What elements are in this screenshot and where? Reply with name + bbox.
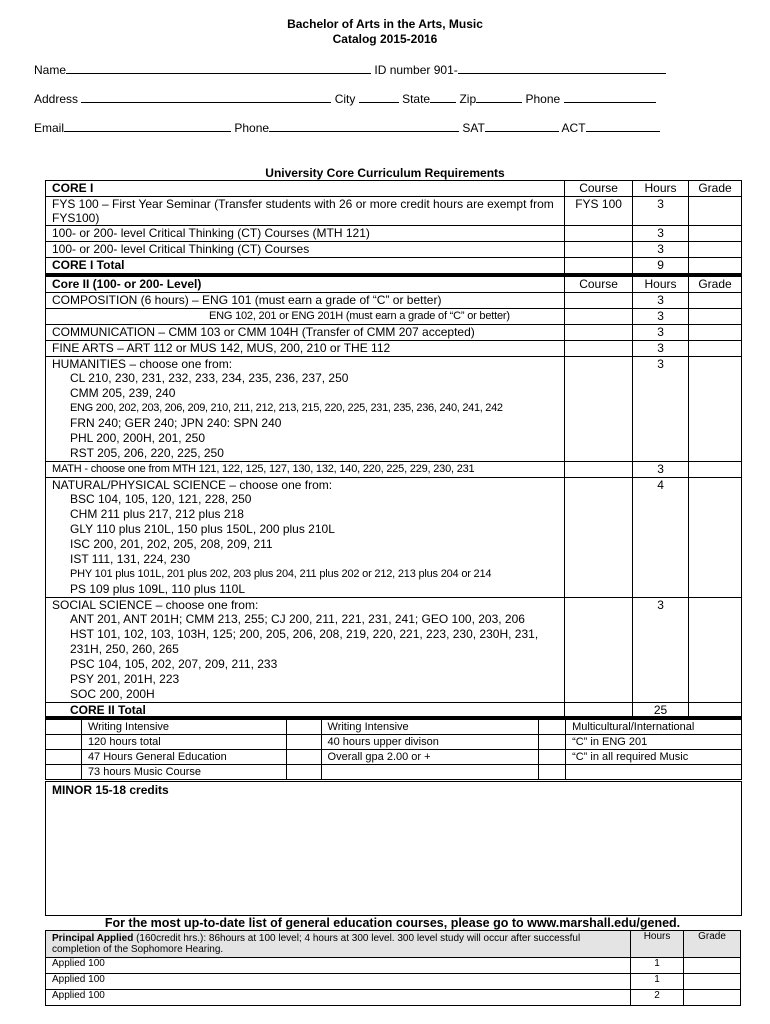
math-grade[interactable] [689,462,742,478]
req-cell: 73 hours Music Course [81,765,286,780]
req-cell: Writing Intensive [81,718,286,735]
table-row [46,765,742,780]
table-row [46,958,741,974]
list-item: IST 111, 131, 224, 230 [70,552,191,566]
social-label: SOCIAL SCIENCE – choose one from: [52,598,259,612]
table-row [46,341,742,357]
table-row [46,718,742,735]
science-cell [46,478,565,598]
address-field[interactable] [81,91,331,103]
zip-label: Zip [459,92,477,106]
finearts-hours: 3 [633,341,689,357]
ct-grade[interactable] [689,242,742,258]
applied-name: Applied 100 [46,958,631,974]
state-label: State [402,92,431,106]
catalog-year: Catalog 2015-2016 [332,32,438,46]
list-item: PSC 104, 105, 202, 207, 209, 211, 233 [70,657,278,671]
table-row [46,242,742,258]
finearts-course[interactable] [565,341,633,357]
applied-grade[interactable] [684,990,741,1006]
core1-total-row [46,258,742,276]
phone-field[interactable] [564,91,656,103]
ct-hours: 3 [633,242,689,258]
table-row [46,226,742,242]
fys-hours: 3 [633,197,689,226]
ct-mth-course[interactable] [565,226,633,242]
humanities-grade[interactable] [689,357,742,462]
math-text: MATH - choose one from MTH 121, 122, 125, 127, 130, 132, 140, 220, 225, 229, 230, 231 [46,462,565,478]
fys-course: FYS 100 [565,197,633,226]
communication-text: COMMUNICATION – CMM 103 or CMM 104H (Transfer of CMM 207 accepted) [46,325,565,341]
req-cell: Multicultural/International [566,718,742,735]
science-hours: 4 [633,478,689,598]
science-grade[interactable] [689,478,742,598]
zip-field[interactable] [476,91,522,103]
communication-hours: 3 [633,325,689,341]
list-item: PS 109 plus 109L, 110 plus 110L [70,582,246,596]
table-row [46,750,742,765]
address-line [34,91,656,106]
act-field[interactable] [586,120,660,132]
core-title: University Core Curriculum Requirements [265,166,505,180]
name-field[interactable] [66,62,371,74]
list-item: PHL 200, 200H, 201, 250 [70,431,205,445]
math-course[interactable] [565,462,633,478]
city-label: City [334,92,356,106]
list-item: HST 101, 102, 103, 103H, 125; 200, 205, 206, 208, 219, 220, 221, 223, 230, 230H, 231, [70,627,539,641]
applied-title [46,931,631,958]
table-row [46,735,742,750]
minor-label: MINOR 15-18 credits [52,783,169,797]
applied-header-row [46,931,741,958]
act-label: ACT [561,121,586,135]
gened-note: For the most up-to-date list of general education courses, please go to www.marshall.edu/gened. [104,916,681,930]
email-label: Email [34,121,65,135]
req-cell: Writing Intensive [321,718,539,735]
fys-grade[interactable] [689,197,742,226]
req-cell: 120 hours total [81,735,286,750]
hours-header: Hours [633,181,689,197]
social-course[interactable] [565,598,633,703]
fys-text: FYS 100 – First Year Seminar (Transfer students with 26 or more credit hours are exempt from FYS100) [46,197,565,226]
list-item: ENG 200, 202, 203, 206, 209, 210, 211, 212, 213, 215, 220, 225, 231, 235, 236, 240, 241, 242 [70,402,503,414]
core1-total-label: CORE I Total [46,258,565,276]
social-grade[interactable] [689,598,742,703]
hours-header-2: Hours [633,275,689,293]
table-row [46,990,741,1006]
applied-table [45,930,741,1006]
ct-mth-text: 100- or 200- level Critical Thinking (CT) Courses (MTH 121) [46,226,565,242]
state-field[interactable] [430,91,456,103]
math-hours: 3 [633,462,689,478]
req-cell [566,765,742,780]
list-item: PSY 201, 201H, 223 [70,672,180,686]
ct-mth-hours: 3 [633,226,689,242]
table-row [46,309,742,325]
core-table [45,180,742,719]
table-row [46,325,742,341]
core2-total-value: 25 [633,703,689,719]
minor-box[interactable] [45,781,742,916]
composition-hours: 3 [633,293,689,309]
applied-title-rest: (160credit hrs.): 86hours at 100 level; 4 hours at 300 level. 300 level study will occur after successful completion of the Sophomore Hearing. [52,933,581,955]
sat-label: SAT [462,121,485,135]
science-course[interactable] [565,478,633,598]
composition-course[interactable] [565,293,633,309]
applied-name: Applied 100 [46,990,631,1006]
applied-grade-header: Grade [684,931,741,958]
ct-course[interactable] [565,242,633,258]
composition-grade[interactable] [689,293,742,309]
applied-hours: 1 [631,974,684,990]
req-cell [321,765,539,780]
address-label: Address [34,92,79,106]
applied-hours: 2 [631,990,684,1006]
list-item: FRN 240; GER 240; JPN 240: SPN 240 [70,416,282,430]
core1-total-value: 9 [633,258,689,276]
course-header: Course [565,181,633,197]
social-hours: 3 [633,598,689,703]
table-row [46,293,742,309]
applied-hours-header: Hours [631,931,684,958]
applied-hours: 1 [631,958,684,974]
eng102-text: ENG 102, 201 or ENG 201H (must earn a grade of “C” or better) [46,309,565,325]
req-cell: 40 hours upper divison [321,735,539,750]
core1-label: CORE I [46,181,565,197]
table-row [46,357,742,462]
table-row [46,478,742,598]
ct-mth-grade[interactable] [689,226,742,242]
list-item: GLY 110 plus 210L, 150 plus 150L, 200 plus 210L [70,522,335,536]
applied-grade[interactable] [684,958,741,974]
ct-text: 100- or 200- level Critical Thinking (CT) Courses [46,242,565,258]
eng102-grade[interactable] [689,309,742,325]
communication-course[interactable] [565,325,633,341]
grade-header: Grade [689,181,742,197]
sat-field[interactable] [485,120,559,132]
id-field[interactable] [458,62,666,74]
applied-grade[interactable] [684,974,741,990]
core2-label: Core II (100- or 200- Level) [46,275,565,293]
id-label: ID number 901- [374,63,458,77]
table-row [46,974,741,990]
name-id-line [34,62,666,77]
list-item: BSC 104, 105, 120, 121, 228, 250 [70,492,252,506]
list-item: 231H, 250, 260, 265 [70,642,179,656]
eng102-course[interactable] [565,309,633,325]
req-cell: “C” in ENG 201 [566,735,742,750]
list-item: CMM 205, 239, 240 [70,386,176,400]
grade-header-2: Grade [689,275,742,293]
applied-title-bold: Principal Applied [52,933,134,944]
table-row [46,197,742,226]
table-row [46,598,742,703]
composition-text: COMPOSITION (6 hours) – ENG 101 (must earn a grade of “C” or better) [46,293,565,309]
list-item: ANT 201, ANT 201H; CMM 213, 255; CJ 200, 211, 221, 231, 241; GEO 100, 203, 206 [70,612,525,626]
list-item: CHM 211 plus 217, 212 plus 218 [70,507,244,521]
phone-label: Phone [525,92,561,106]
requirements-table [45,716,742,780]
course-header-2: Course [565,275,633,293]
science-label: NATURAL/PHYSICAL SCIENCE – choose one from: [52,478,333,492]
humanities-label: HUMANITIES – choose one from: [52,357,233,371]
document-title: Bachelor of Arts in the Arts, Music [287,17,483,31]
core2-header-row [46,275,742,293]
humanities-cell [46,357,565,462]
email-line [34,120,660,135]
req-cell: Overall gpa 2.00 or + [321,750,539,765]
name-label: Name [34,63,67,77]
social-cell [46,598,565,703]
communication-grade[interactable] [689,325,742,341]
core1-header-row [46,181,742,197]
core2-total-label: CORE II Total [46,703,565,719]
finearts-grade[interactable] [689,341,742,357]
eng102-hours: 3 [633,309,689,325]
req-cell: “C” in all required Music [566,750,742,765]
humanities-hours: 3 [633,357,689,462]
list-item: PHY 101 plus 101L, 201 plus 202, 203 plus 204, 211 plus 202 or 212, 213 plus 204 or 214 [70,568,492,580]
phone2-label: Phone [234,121,270,135]
finearts-text: FINE ARTS – ART 112 or MUS 142, MUS, 200, 210 or THE 112 [46,341,565,357]
req-cell: 47 Hours General Education [81,750,286,765]
table-row [46,462,742,478]
phone2-field[interactable] [269,120,459,132]
email-field[interactable] [64,120,231,132]
humanities-course[interactable] [565,357,633,462]
list-item: SOC 200, 200H [70,687,155,701]
list-item: ISC 200, 201, 202, 205, 208, 209, 211 [70,537,273,551]
list-item: RST 205, 206, 220, 225, 250 [70,446,224,460]
list-item: CL 210, 230, 231, 232, 233, 234, 235, 236, 237, 250 [70,371,349,385]
city-field[interactable] [359,91,399,103]
applied-name: Applied 100 [46,974,631,990]
